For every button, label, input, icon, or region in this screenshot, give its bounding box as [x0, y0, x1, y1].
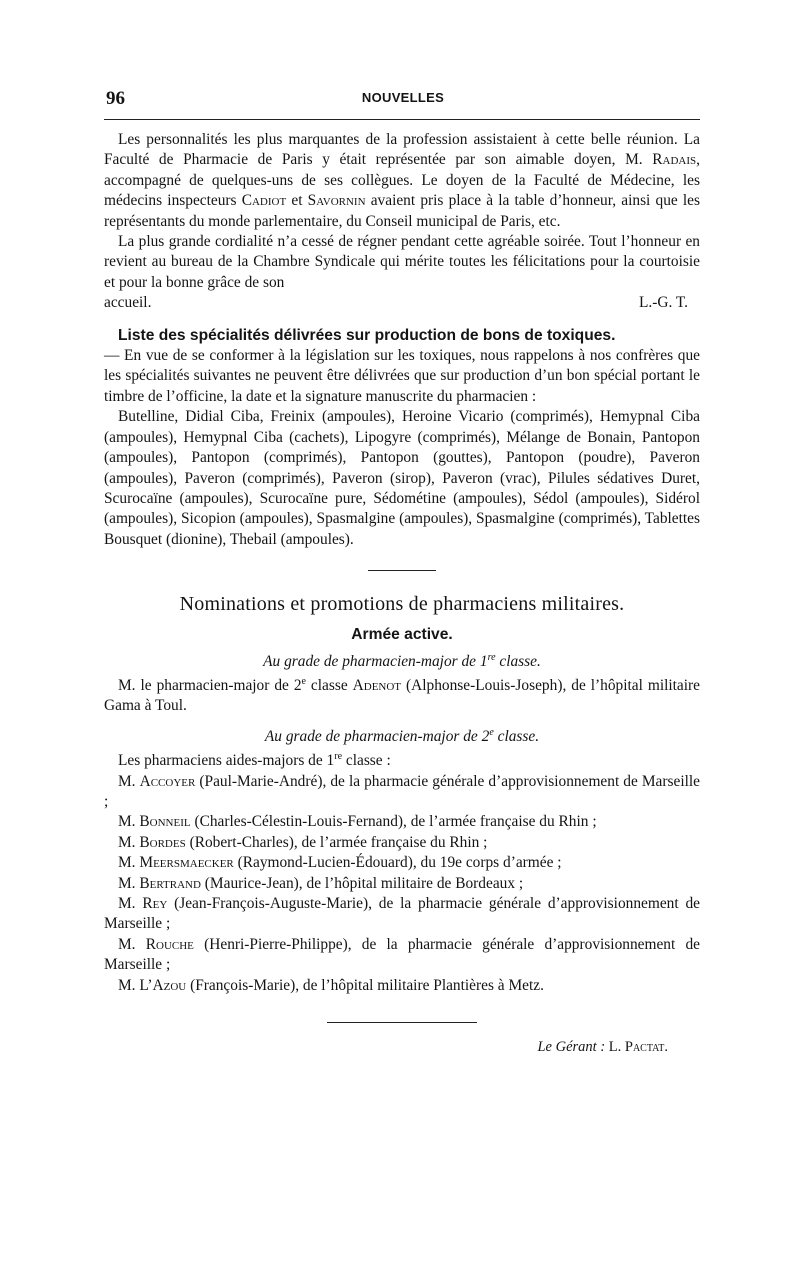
- nominations-title: Nominations et promotions de pharmaciens militaires.: [179, 593, 625, 616]
- grade-heading-2: Au grade de pharmacien-major de 2e classe.: [264, 726, 540, 745]
- nominations-list: [104, 772, 700, 996]
- liste-intro: — En vue de se conformer à la législation sur les toxiques, nous rappelons à nos confrères que les spécialités suivantes ne peuvent être délivrées que sur production d’un bon spécial portant le timbre de l’officine, la date et la signature manuscrite du pharmacien :: [104, 347, 700, 405]
- grade-heading-1: Au grade de pharmacien-major de 1re classe.: [263, 651, 541, 670]
- person-name: Radais: [652, 151, 697, 169]
- signature-line: accueil. L.-G. T.: [104, 293, 700, 313]
- nomination-entry: M. L’Azou (François-Marie), de l’hôpital militaire Plantières à Metz.: [118, 976, 544, 994]
- person-name: Savornin: [307, 192, 366, 210]
- nomination-entry: M. Meersmaecker (Raymond-Lucien-Édouard), du 19e corps d’armée ;: [118, 854, 562, 872]
- nomination-entry: M. Bordes (Robert-Charles), de l’armée française du Rhin ;: [118, 833, 488, 851]
- intro-paragraph-2: La plus grande cordialité n’a cessé de régner pendant cette agréable soirée. Tout l’honneur en revient au bureau de la Chambre Syndicale qui mérite toutes les félicitations pour la courtoisie et pour la bonne grâce de son: [104, 233, 700, 291]
- armee-heading: Armée active.: [351, 626, 453, 644]
- nomination-entry: M. Bonneil (Charles-Célestin-Louis-Fernand), de l’armée française du Rhin ;: [118, 813, 597, 831]
- gerant-line: Le Gérant : L. Pactat.: [537, 1039, 668, 1056]
- liste-items: Butelline, Didial Ciba, Freinix (ampoules), Heroine Vicario (comprimés), Hemypnal Ciba (ampoules), Hemypnal Ciba (cachets), Lipogyre (comprimés), Mélange de Bonain, Pantopon (ampoules), Pantopon (comprimés), Pantopon (gouttes), Pantopon (poudre), Paveron (ampoules), Paveron (comprimés), Paveron (sirop), Paveron (vrac), Pilules sédatives Duret, Scurocaïne (ampoules), Scurocaïne pure, Sédométine (ampoules), Sédol (ampoules), Sidérol (ampoules), Sicopion (ampoules), Spasmalgine (ampoules), Spasmalgine (comprimés), Tablettes Bousquet (dionine), Thebail (ampoules).: [104, 408, 700, 548]
- signature: L.-G. T.: [638, 294, 688, 312]
- nomination-entry: M. Rey (Jean-François-Auguste-Marie), de la pharmacie générale d’approvisionnement de Marseille ;: [104, 895, 700, 933]
- header-rule: [104, 119, 700, 120]
- page-header: [106, 88, 700, 108]
- nomination-entry: M. Bertrand (Maurice-Jean), de l’hôpital militaire de Bordeaux ;: [118, 874, 524, 892]
- person-name: Cadiot: [241, 192, 287, 210]
- liste-title: Liste des spécialités délivrées sur production de bons de toxiques.: [118, 326, 616, 344]
- gerant-name: L. Pactat.: [608, 1039, 668, 1056]
- section-divider: [368, 570, 436, 571]
- page-number: 96: [106, 88, 125, 109]
- aides-majors-intro: Les pharmaciens aides-majors de 1re classe :: [118, 751, 391, 770]
- page-body: [104, 130, 700, 1057]
- footer-rule: [327, 1022, 477, 1023]
- nomination-entry: M. Accoyer (Paul-Marie-André), de la pharmacie générale d’approvisionnement de Marseille ;: [104, 772, 700, 810]
- nomination-entry: M. Rouche (Henri-Pierre-Philippe), de la pharmacie générale d’approvisionnement de Marseille ;: [104, 935, 700, 974]
- intro-paragraph-1: Les personnalités les plus marquantes de la profession assistaient à cette belle réunion. La Faculté de Pharmacie de Paris y était représentée par son aimable doyen, M. Radais, accompagné de quelques-uns de ses collègues. Le doyen de la Faculté de Médecine, les médecins inspecteurs Cadiot et Savornin avaient pris place à la table d’honneur, ainsi que les représentants du monde parlementaire, du Conseil municipal de Paris, etc.: [104, 131, 700, 230]
- running-head: NOUVELLES: [361, 90, 445, 105]
- nomination-entry-adenot: M. le pharmacien-major de 2e classe Adenot (Alphonse-Louis-Joseph), de l’hôpital militaire Gama à Toul.: [104, 675, 700, 715]
